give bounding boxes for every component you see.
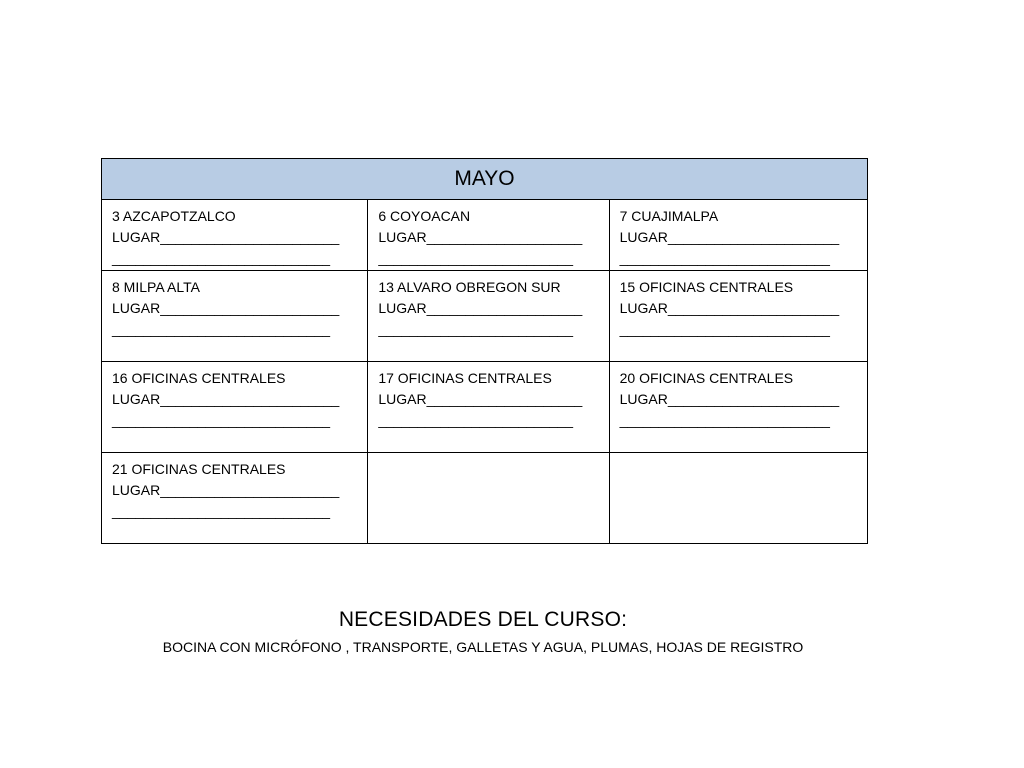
table-cell: [609, 362, 867, 453]
blank-line: ___________________________: [619, 321, 830, 337]
table-row: [102, 271, 868, 362]
table-cell: [102, 453, 368, 544]
session-date-place: 17 OFICINAS CENTRALES: [378, 370, 552, 386]
lugar-field: LUGAR____________________: [378, 300, 583, 316]
session-date-place: 20 OFICINAS CENTRALES: [619, 370, 794, 386]
table-cell: [368, 362, 609, 453]
blank-line: ____________________________: [112, 321, 331, 337]
lugar-field: LUGAR______________________: [619, 391, 840, 407]
table-row: [102, 200, 868, 271]
table-cell: [102, 362, 368, 453]
session-date-place: 7 CUAJIMALPA: [619, 208, 719, 224]
table-cell: [368, 271, 609, 362]
course-needs-title: NECESIDADES DEL CURSO:: [338, 608, 628, 631]
session-date-place: 3 AZCAPOTZALCO: [112, 208, 236, 224]
lugar-field: LUGAR_______________________: [112, 229, 340, 245]
table-cell: [102, 200, 368, 271]
session-date-place: 6 COYOACAN: [378, 208, 471, 224]
schedule-table: [101, 158, 868, 544]
session-date-place: 21 OFICINAS CENTRALES: [112, 461, 286, 477]
lugar-field: LUGAR_______________________: [112, 300, 340, 316]
blank-line: _________________________: [378, 321, 573, 337]
lugar-field: LUGAR____________________: [378, 391, 583, 407]
lugar-field: LUGAR_______________________: [112, 391, 340, 407]
blank-line: ___________________________: [619, 412, 830, 428]
lugar-field: LUGAR_______________________: [112, 482, 340, 498]
lugar-field: LUGAR______________________: [619, 229, 840, 245]
blank-line: ____________________________: [112, 503, 331, 519]
blank-line: _________________________: [378, 412, 573, 428]
table-cell: [102, 271, 368, 362]
session-date-place: 16 OFICINAS CENTRALES: [112, 370, 286, 386]
blank-line: ____________________________: [112, 250, 331, 266]
month-header: MAYO: [102, 159, 868, 200]
table-cell: [609, 200, 867, 271]
table-cell: [368, 200, 609, 271]
course-needs-list: BOCINA CON MICRÓFONO , TRANSPORTE, GALLETAS Y AGUA, PLUMAS, HOJAS DE REGISTRO: [162, 639, 804, 655]
table-cell: [609, 271, 867, 362]
empty-cell: [609, 453, 867, 544]
session-date-place: 8 MILPA ALTA: [112, 279, 200, 295]
session-date-place: 13 ALVARO OBREGON SUR: [378, 279, 561, 295]
lugar-field: LUGAR______________________: [619, 300, 840, 316]
session-date-place: 15 OFICINAS CENTRALES: [619, 279, 794, 295]
blank-line: ____________________________: [112, 412, 331, 428]
blank-line: ___________________________: [619, 250, 830, 266]
table-row: [102, 362, 868, 453]
lugar-field: LUGAR____________________: [378, 229, 583, 245]
blank-line: _________________________: [378, 250, 573, 266]
table-row: [102, 453, 868, 544]
empty-cell: [368, 453, 609, 544]
